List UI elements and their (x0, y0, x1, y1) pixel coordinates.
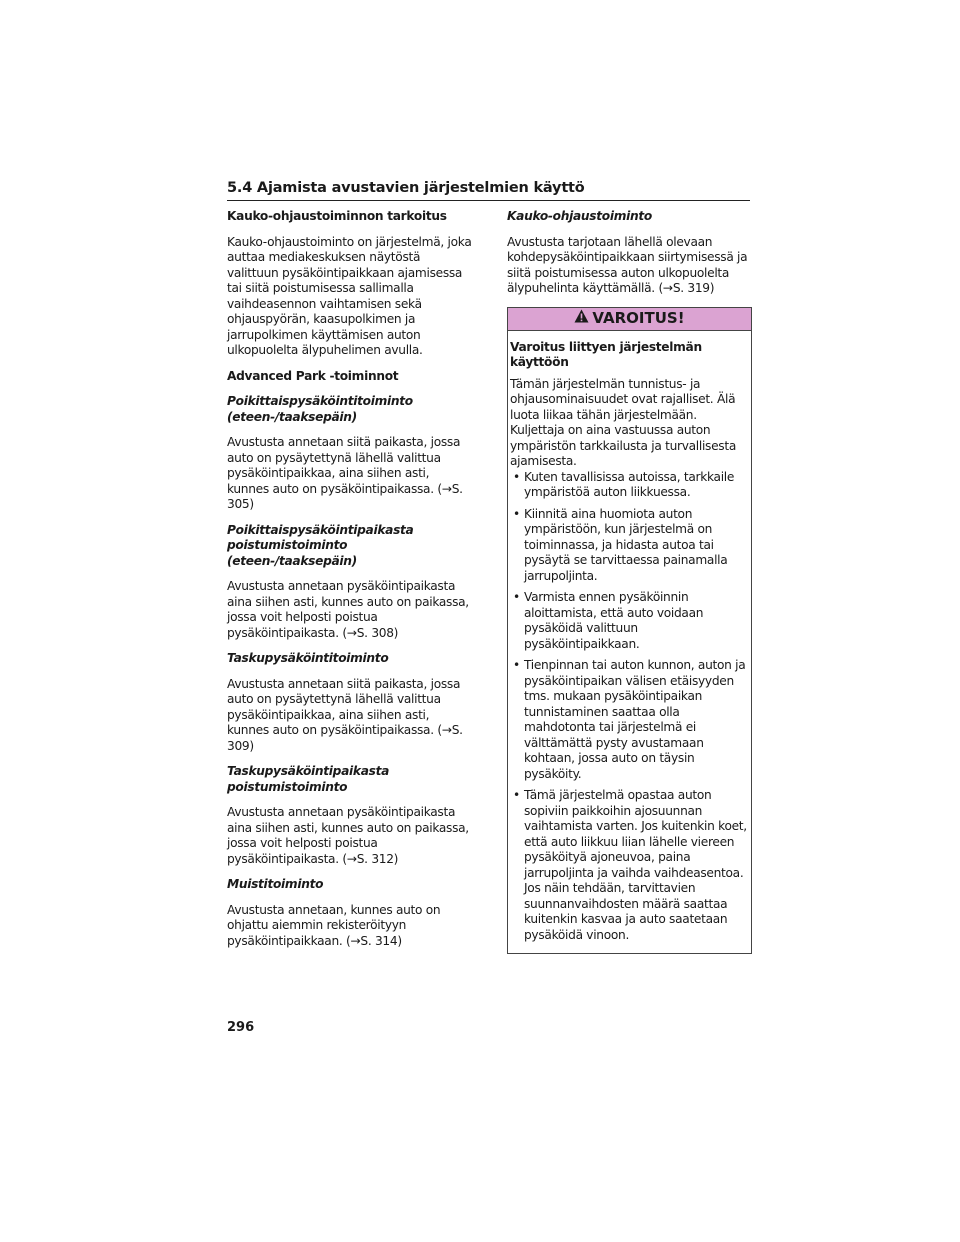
text-perpendicular-exit: Avustusta annetaan pysäköintipaikasta aina siihen asti, kunnes auto on paikassa, jossa voit helposti poistua pysäköintipaikasta. (→S. 308) (227, 579, 469, 640)
paragraph-remote-purpose: Kauko-ohjaustoiminto on järjestelmä, joka auttaa mediakeskuksen näytöstä valittuun pysäköintipaikkaan ajamisessa tai siitä poistumisessa sallimalla vaihdeasennon vaihtamisen sekä ohjauspyörän, kaasupolkimen ja jarrupolkimen käyttämisen auton ulkopuolelta älypuhelimen avulla. (227, 234, 472, 357)
subheading-parallel-exit: Taskupysäköintipaikasta poistumistoiminto (227, 764, 390, 794)
page-number: 296 (227, 1020, 255, 1035)
warning-title: Varoitus liittyen järjestelmän käyttöön (510, 339, 702, 369)
warning-bullet-list (510, 470, 749, 944)
text-parallel-parking: Avustusta annetaan siitä paikasta, jossa auto on pysäytettynä lähellä valittua pysäköintipaikkaa, aina siihen asti, kunnes auto on pysäköintipaikassa. (→S. 309) (227, 676, 463, 753)
subheading-parallel-parking: Taskupysäköintitoiminto (227, 651, 389, 665)
list-item: • Varmista ennen pysäköinnin aloittamista, että auto voidaan pysäköidä valittuun pysäköintipaikkaan. (510, 590, 749, 652)
warning-body (508, 331, 751, 954)
heading-advanced-park: Advanced Park -toiminnot (227, 368, 399, 383)
warning-label: VAROITUS! (592, 308, 685, 327)
subheading-perpendicular-parking: Poikittaispysäköintitoiminto (eteen-/taaksepäin) (227, 394, 413, 424)
section-header: 5.4 Ajamista avustavien järjestelmien käyttö (227, 180, 750, 201)
text-parallel-exit: Avustusta annetaan pysäköintipaikasta aina siihen asti, kunnes auto on paikassa, jossa voit helposti poistua pysäköintipaikasta. (→S. 312) (227, 805, 469, 866)
list-item: • Tienpinnan tai auton kunnon, auton ja pysäköintipaikan välisen etäisyyden tms. mukaan pysäköintipaikan tunnistaminen saattaa olla mahdotonta tai järjestelmä ei välttämättä pysty avustamaan kohtaan, jossa auto on täysin pysäköity. (510, 658, 749, 782)
list-item: • Kiinnitä aina huomiota auton ympäristöön, kun järjestelmä on toiminnassa, ja hidasta autoa tai pysäytä se tarvittaessa painamalla jarrupoljinta. (510, 507, 749, 585)
heading-remote-purpose: Kauko-ohjaustoiminnon tarkoitus (227, 209, 447, 223)
right-column (507, 209, 752, 954)
left-column (227, 209, 472, 959)
text-memory-function: Avustusta annetaan, kunnes auto on ohjattu aiemmin rekisteröityyn pysäköintipaikkaan. (→S. 314) (227, 902, 441, 948)
warning-box (507, 307, 752, 955)
subheading-remote-control: Kauko-ohjaustoiminto (507, 209, 652, 223)
warning-text: Tämän järjestelmän tunnistus- ja ohjausominaisuudet ovat rajalliset. Älä luota liikaa tähän järjestelmään. Kuljettaja on aina vastuussa auton ympäristön tarkkailusta ja turvallisesta ajamisesta. (510, 376, 736, 468)
subheading-perpendicular-exit: Poikittaispysäköintipaikasta poistumistoiminto (eteen-/taaksepäin) (227, 522, 414, 568)
list-item: • Tämä järjestelmä opastaa auton sopiviin paikkoihin ajosuunnan vaihtamista varten. Jos kuitenkin koet, että auto liikkuu liian lähelle viereen pysäköityä ajoneuvoa, paina jarrupoljinta ja vaihda vaihdeasentoa. Jos näin tehdään, tarvittavien suunnanvaihdosten määrä saattaa kuitenkin kasvaa ja auto saatetaan pysäköidä vinoon. (510, 788, 749, 943)
warning-header (508, 308, 751, 331)
warning-triangle-icon (574, 309, 589, 328)
text-perpendicular-parking: Avustusta annetaan siitä paikasta, jossa auto on pysäytettynä lähellä valittua pysäköintipaikkaa, aina siihen asti, kunnes auto on pysäköintipaikassa. (→S. 305) (227, 435, 463, 511)
text-remote-control: Avustusta tarjotaan lähellä olevaan kohdepysäköintipaikkaan siirtymisessä ja siitä poistumisessa auton ulkopuolelta älypuhelinta käyttämällä. (→S. 319) (507, 234, 748, 295)
subheading-memory-function: Muistitoiminto (227, 877, 324, 891)
list-item: • Kuten tavallisissa autoissa, tarkkaile ympäristöä auton liikkuessa. (510, 470, 749, 501)
